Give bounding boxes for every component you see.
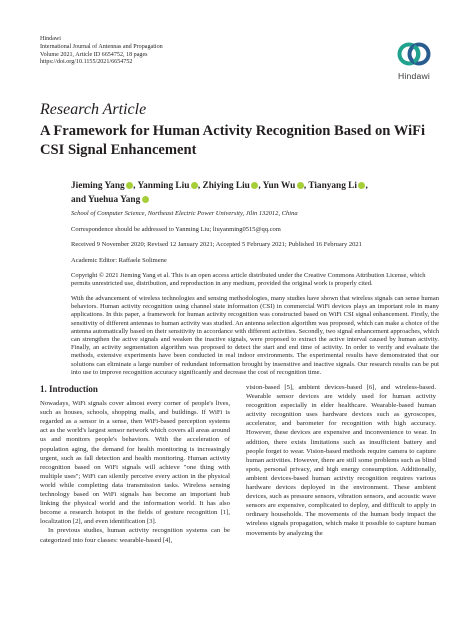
section-heading: 1. Introduction <box>40 384 98 394</box>
publication-dates: Received 9 November 2020; Revised 12 January 2021; Accepted 5 February 2021; Published 16 February 2021 <box>71 241 362 248</box>
author-name[interactable]: Tianyang Li <box>308 181 357 191</box>
article-title: A Framework for Human Activity Recognition Based on WiFi CSI Signal Enhancement <box>40 123 426 158</box>
author-list: Jieming Yang , Yanming Liu , Zhiying Liu , Yun Wu , Tianyang Li , and Yuehua Yang <box>71 181 368 205</box>
journal-header <box>40 36 163 67</box>
article-type: Research Article <box>40 101 147 118</box>
left-column <box>40 385 230 545</box>
hindawi-logo <box>392 38 436 81</box>
journal-publisher: Hindawi <box>40 36 61 42</box>
author-name[interactable]: Yun Wu <box>262 181 296 191</box>
author-name[interactable]: Yanming Liu <box>137 181 190 191</box>
author-name[interactable]: and Yuehua Yang <box>71 195 141 205</box>
abstract: With the advancement of wireless technologies and sensing methodologies, many studies have shown that wireless signals can sense human behaviors. Human activity recognition using channel state information (CSI) in commercial WiFi devices plays an important role in many applications. In this paper, a framework for human activity recognition was constructed based on WiFi CSI signal enhancement. Firstly, the sensitivity of different antennas to human activity was studied. An antenna selection algorithm was proposed, which can make a choice of the antenna automatically based on their sensitivity in accordance with different activities. Secondly, two signal enhancement approaches, which can strengthen the active signals and weaken the inactive signals, were proposed to extract the active interval caused by human activity. Finally, an activity segmentation algorithm was proposed to detect the start and end time of activity. In order to verify and evaluate the methods, extensive experiments have been conducted in real indoor environments. The experimental results have demonstrated that our solutions can eliminate a large number of redundant information brought by insensitive and inactive signals. Our research results can be put into use to improve recognition accuracy significantly and decrease the cost of recognition time. <box>71 295 439 376</box>
orcid-icon[interactable] <box>142 196 149 203</box>
author-name[interactable]: Zhiying Liu <box>202 181 250 191</box>
intro-paragraph-continued: vision-based [5], ambient devices-based [6], and wireless-based. Wearable sensor devices are widely used for human activity recognition especially in elder healthcare. Wearable-based human activity recognition uses hardware devices such as gyroscopes, accelerator, and barometer for recognition with high accuracy. However, these devices are expensive and inconvenience to wear. In addition, there exists limitations such as insufficient battery and people forget to wear. Vision-based methods require camera to capture human activities. However, there are still some problems such as blind spots, personal privacy, and high energy consumption. Additionally, ambient devices-based human activity recognition requires various hardware devices deployed in the environment. These ambient devices, such as pressure sensors, vibration sensors, and acoustic wave sensors are expensive, complicated to deploy, and difficult to apply in ordinary households. The movements of the human body impact the wireless signals propagation, which make it possible to capture human movements by analyzing the <box>246 384 436 537</box>
orcid-icon[interactable] <box>126 182 133 189</box>
academic-editor: Academic Editor: Raffaele Solimene <box>71 257 167 264</box>
author-name[interactable]: Jieming Yang <box>71 181 125 191</box>
correspondence: Correspondence should be addressed to Yanming Liu; liuyanming0515@qq.com <box>71 226 281 233</box>
right-column <box>246 383 436 538</box>
orcid-icon[interactable] <box>191 182 198 189</box>
affiliation: School of Computer Science, Northeast Electric Power University, Jilin 132012, China <box>71 210 298 217</box>
orcid-icon[interactable] <box>251 182 258 189</box>
orcid-icon[interactable] <box>358 182 365 189</box>
journal-name: International Journal of Antennas and Propagation <box>40 43 163 50</box>
intro-paragraph-2: In previous studies, human activity recognition systems can be categorized into four classes: wearable-based [4], <box>40 527 230 544</box>
copyright-notice: Copyright © 2021 Jieming Yang et al. This is an open access article distributed under the Creative Commons Attribution License, which permits unrestricted use, distribution, and reproduction in any medium, provided the original work is properly cited. <box>71 272 426 288</box>
logo-wordmark: Hindawi <box>398 71 430 81</box>
doi-link[interactable]: https://doi.org/10.1155/2021/6654752 <box>40 59 133 66</box>
orcid-icon[interactable] <box>297 182 304 189</box>
intro-paragraph-1: Nowadays, WiFi signals cover almost every corner of people's lives, such as houses, schools, shopping malls, and buildings. If WiFi is regarded as a sensor in a sense, then WiFi-based perception systems act as the world's largest sensor network which covers all areas around us and monitors people's behaviors. With the acceleration of population aging, the demand for health monitoring is increasingly urgent, such as fall detection and health monitoring. Human activity recognition based on WiFi signals will achieve "one thing with multiple uses"; WiFi can silently perceive every action in the physical world while completing data transmission tasks. Wireless sensing technology based on WiFi signals has become an important hub linking the physical world and the information world. It has also become a research hotspot in the fields of gesture recognition [1], localization [2], and even identification [3]. <box>40 400 230 526</box>
hindawi-logo-icon <box>397 38 431 70</box>
volume-info: Volume 2021, Article ID 6654752, 18 pages <box>40 51 148 58</box>
